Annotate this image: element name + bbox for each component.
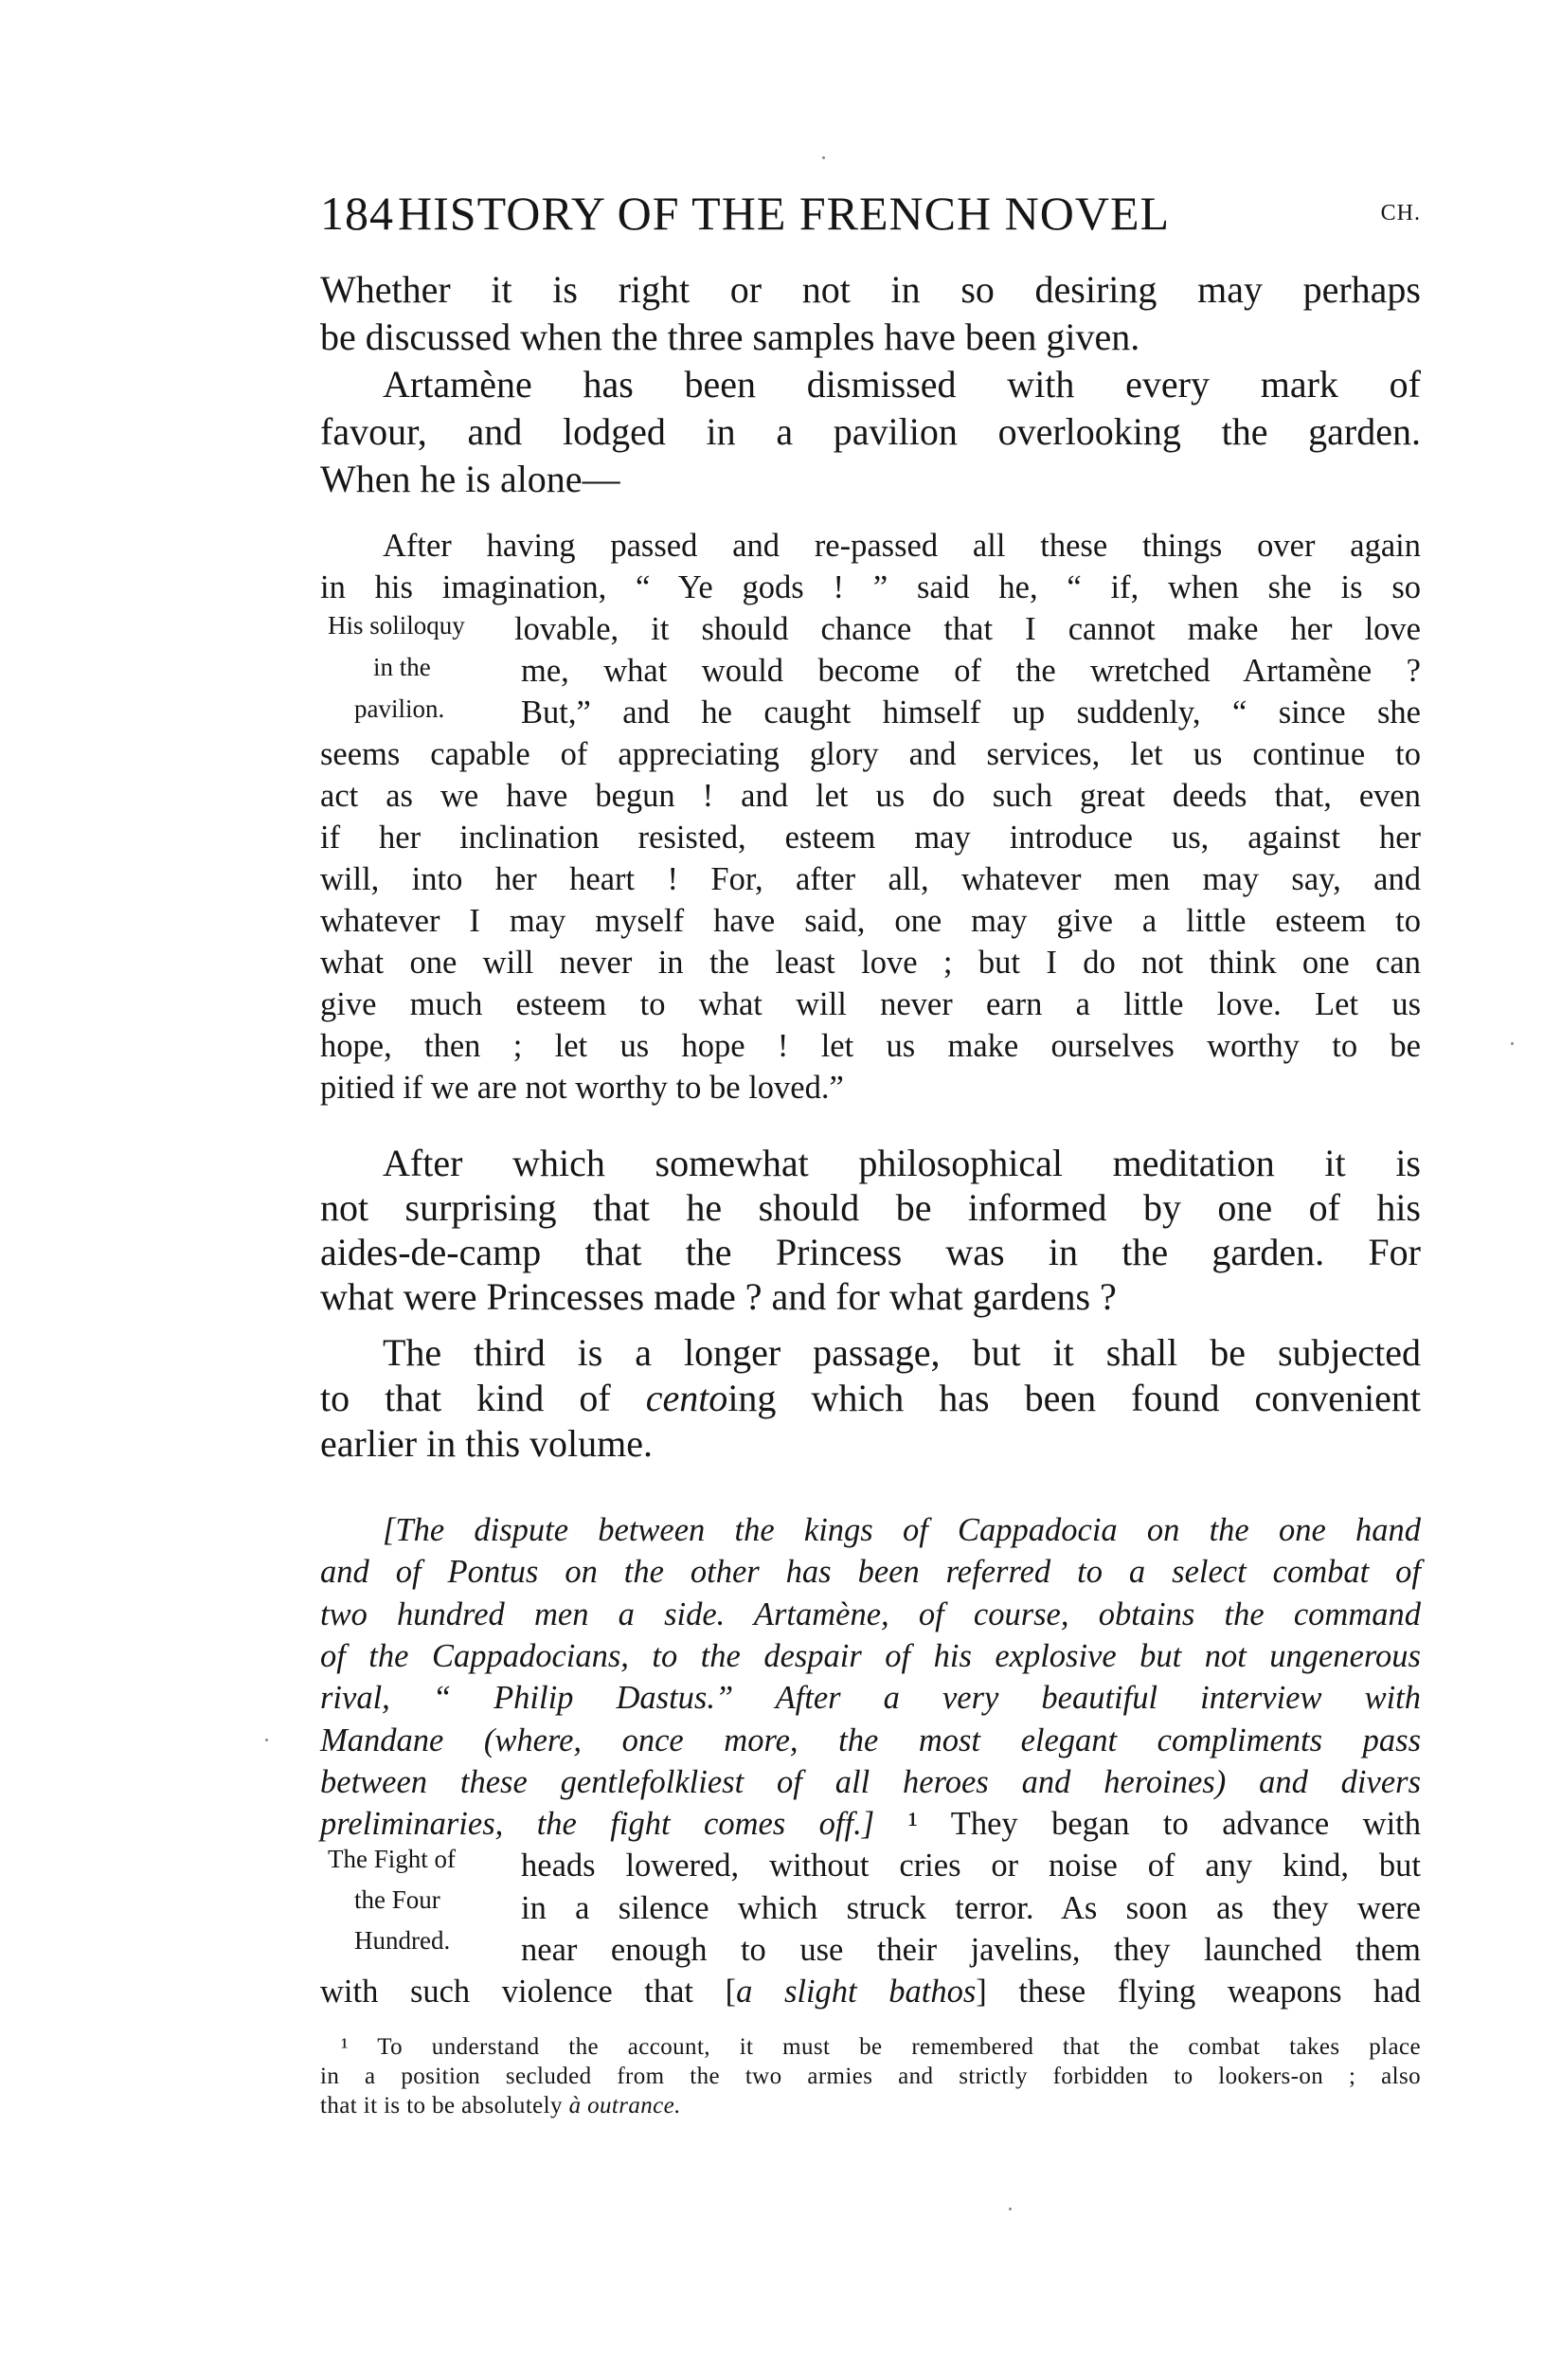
text-line (383, 1329, 1421, 1377)
scan-speck (1009, 2208, 1012, 2210)
text-line: lovable, it should chance that I cannot make her love (514, 611, 1421, 647)
text-span: The third is a longer passage, but it shall be subjected (383, 1331, 1421, 1374)
italic-text: rival, “ Philip Dastus.” After a very beautiful interview with (320, 1680, 1421, 1717)
text-span: that it is to be absolutely (320, 2093, 569, 2119)
text-line: me, what would become of the wretched Artamène ? (521, 653, 1421, 689)
margin-note-line: pavilion. (354, 694, 445, 723)
running-title: HISTORY OF THE FRENCH NOVEL (398, 187, 1171, 240)
text-line (320, 1677, 1421, 1719)
italic-text: [The dispute between the kings of Cappadocia on the one hand (383, 1512, 1421, 1548)
text-line (320, 1551, 1421, 1593)
text-line (320, 1635, 1421, 1677)
text-line: Artamène has been dismissed with every mark of (383, 363, 1421, 406)
margin-note-line: His soliloquy (328, 611, 465, 640)
text-line: favour, and lodged in a pavilion overlooking the garden. (320, 410, 1421, 453)
text-span: earlier in this volume. (320, 1422, 654, 1465)
text-span: ing which has been found convenient (727, 1377, 1421, 1419)
text-line (521, 1929, 1421, 1971)
italic-text: cento (645, 1377, 728, 1419)
text-line: pitied if we are not worthy to be loved.” (320, 1070, 844, 1106)
margin-note-line: the Four (354, 1885, 440, 1914)
scan-speck (822, 156, 825, 159)
text-line (320, 1375, 1421, 1422)
italic-text: Mandane (where, once more, the most elegant compliments pass (320, 1722, 1421, 1758)
italic-text: of the Cappadocians, to the despair of his explosive but not ungenerous (320, 1637, 1421, 1674)
text-line: if her inclination resisted, esteem may introduce us, against her (320, 820, 1421, 856)
italic-text: and of Pontus on the other has been referred to a select combat of (320, 1554, 1421, 1591)
text-line (383, 1509, 1421, 1551)
scan-speck (265, 1739, 268, 1741)
text-line (320, 1761, 1421, 1803)
text-line (521, 1845, 1421, 1886)
text-line: act as we have begun ! and let us do such great deeds that, even (320, 778, 1421, 814)
italic-text: a slight bathos (736, 1974, 977, 2010)
text-line (521, 1887, 1421, 1929)
margin-note-line: The Fight of (328, 1845, 456, 1873)
text-line: in his imagination, “ Ye gods ! ” said he, “ if, when she is so (320, 569, 1421, 605)
text-span: in a position secluded from the two armies and strictly forbidden to lookers-on ; also (320, 2064, 1421, 2089)
chapter-mark: CH. (1380, 201, 1421, 225)
text-line: give much esteem to what will never earn a little love. Let us (320, 986, 1421, 1022)
text-span: with such violence that [ (320, 1974, 737, 2010)
text-span: ] these flying weapons had (976, 1974, 1421, 2010)
text-line: be discussed when the three samples have been given. (320, 316, 1140, 358)
italic-text: between these gentlefolkliest of all heroes and heroines) and divers (320, 1763, 1421, 1800)
text-line: After which somewhat philosophical meditation it is (383, 1142, 1421, 1184)
italic-text: à outrance. (568, 2093, 681, 2119)
text-span: near enough to use their javelins, they launched them (521, 1932, 1421, 1968)
text-line: what were Princesses made ? and for what gardens ? (320, 1275, 1117, 1318)
margin-note-line: Hundred. (354, 1926, 451, 1955)
text-line (320, 1971, 1421, 2012)
text-line (341, 2032, 1421, 2062)
text-line: Whether it is right or not in so desiring may perhaps (320, 268, 1421, 311)
margin-note-line: in the (373, 653, 431, 681)
text-span: heads lowered, without cries or noise of any kind, but (521, 1848, 1421, 1884)
text-line: seems capable of appreciating glory and services, let us continue to (320, 736, 1421, 772)
text-line: not surprising that he should be informed by one of his (320, 1186, 1421, 1229)
page-number: 184 (320, 187, 394, 240)
text-line: After having passed and re-passed all these things over again (383, 528, 1421, 564)
text-line (320, 2091, 1421, 2120)
text-line: But,” and he caught himself up suddenly, “ since she (521, 694, 1421, 730)
text-line: will, into her heart ! For, after all, whatever men may say, and (320, 861, 1421, 897)
text-line: whatever I may myself have said, one may give a little esteem to (320, 903, 1421, 939)
text-line: When he is alone— (320, 458, 620, 500)
text-span: ¹ To understand the account, it must be remembered that the combat takes place (341, 2034, 1421, 2060)
scan-speck (1511, 1042, 1514, 1045)
text-line (320, 1594, 1421, 1635)
text-line: aides-de-camp that the Princess was in the garden. For (320, 1231, 1421, 1273)
italic-text: preliminaries, the fight comes off.] (320, 1806, 908, 1843)
running-header (320, 186, 1421, 243)
text-line (320, 1803, 1421, 1845)
text-line: hope, then ; let us hope ! let us make ourselves worthy to be (320, 1028, 1421, 1064)
text-span: ¹ They began to advance with (907, 1806, 1421, 1843)
text-span: in a silence which struck terror. As soon as they were (521, 1889, 1421, 1926)
text-line (320, 1420, 1421, 1468)
text-line (320, 1720, 1421, 1761)
text-line: what one will never in the least love ; but I do not think one can (320, 945, 1421, 981)
text-line (320, 2062, 1421, 2091)
text-span: to that kind of (320, 1377, 646, 1419)
italic-text: two hundred men a side. Artamène, of course, obtains the command (320, 1596, 1421, 1632)
